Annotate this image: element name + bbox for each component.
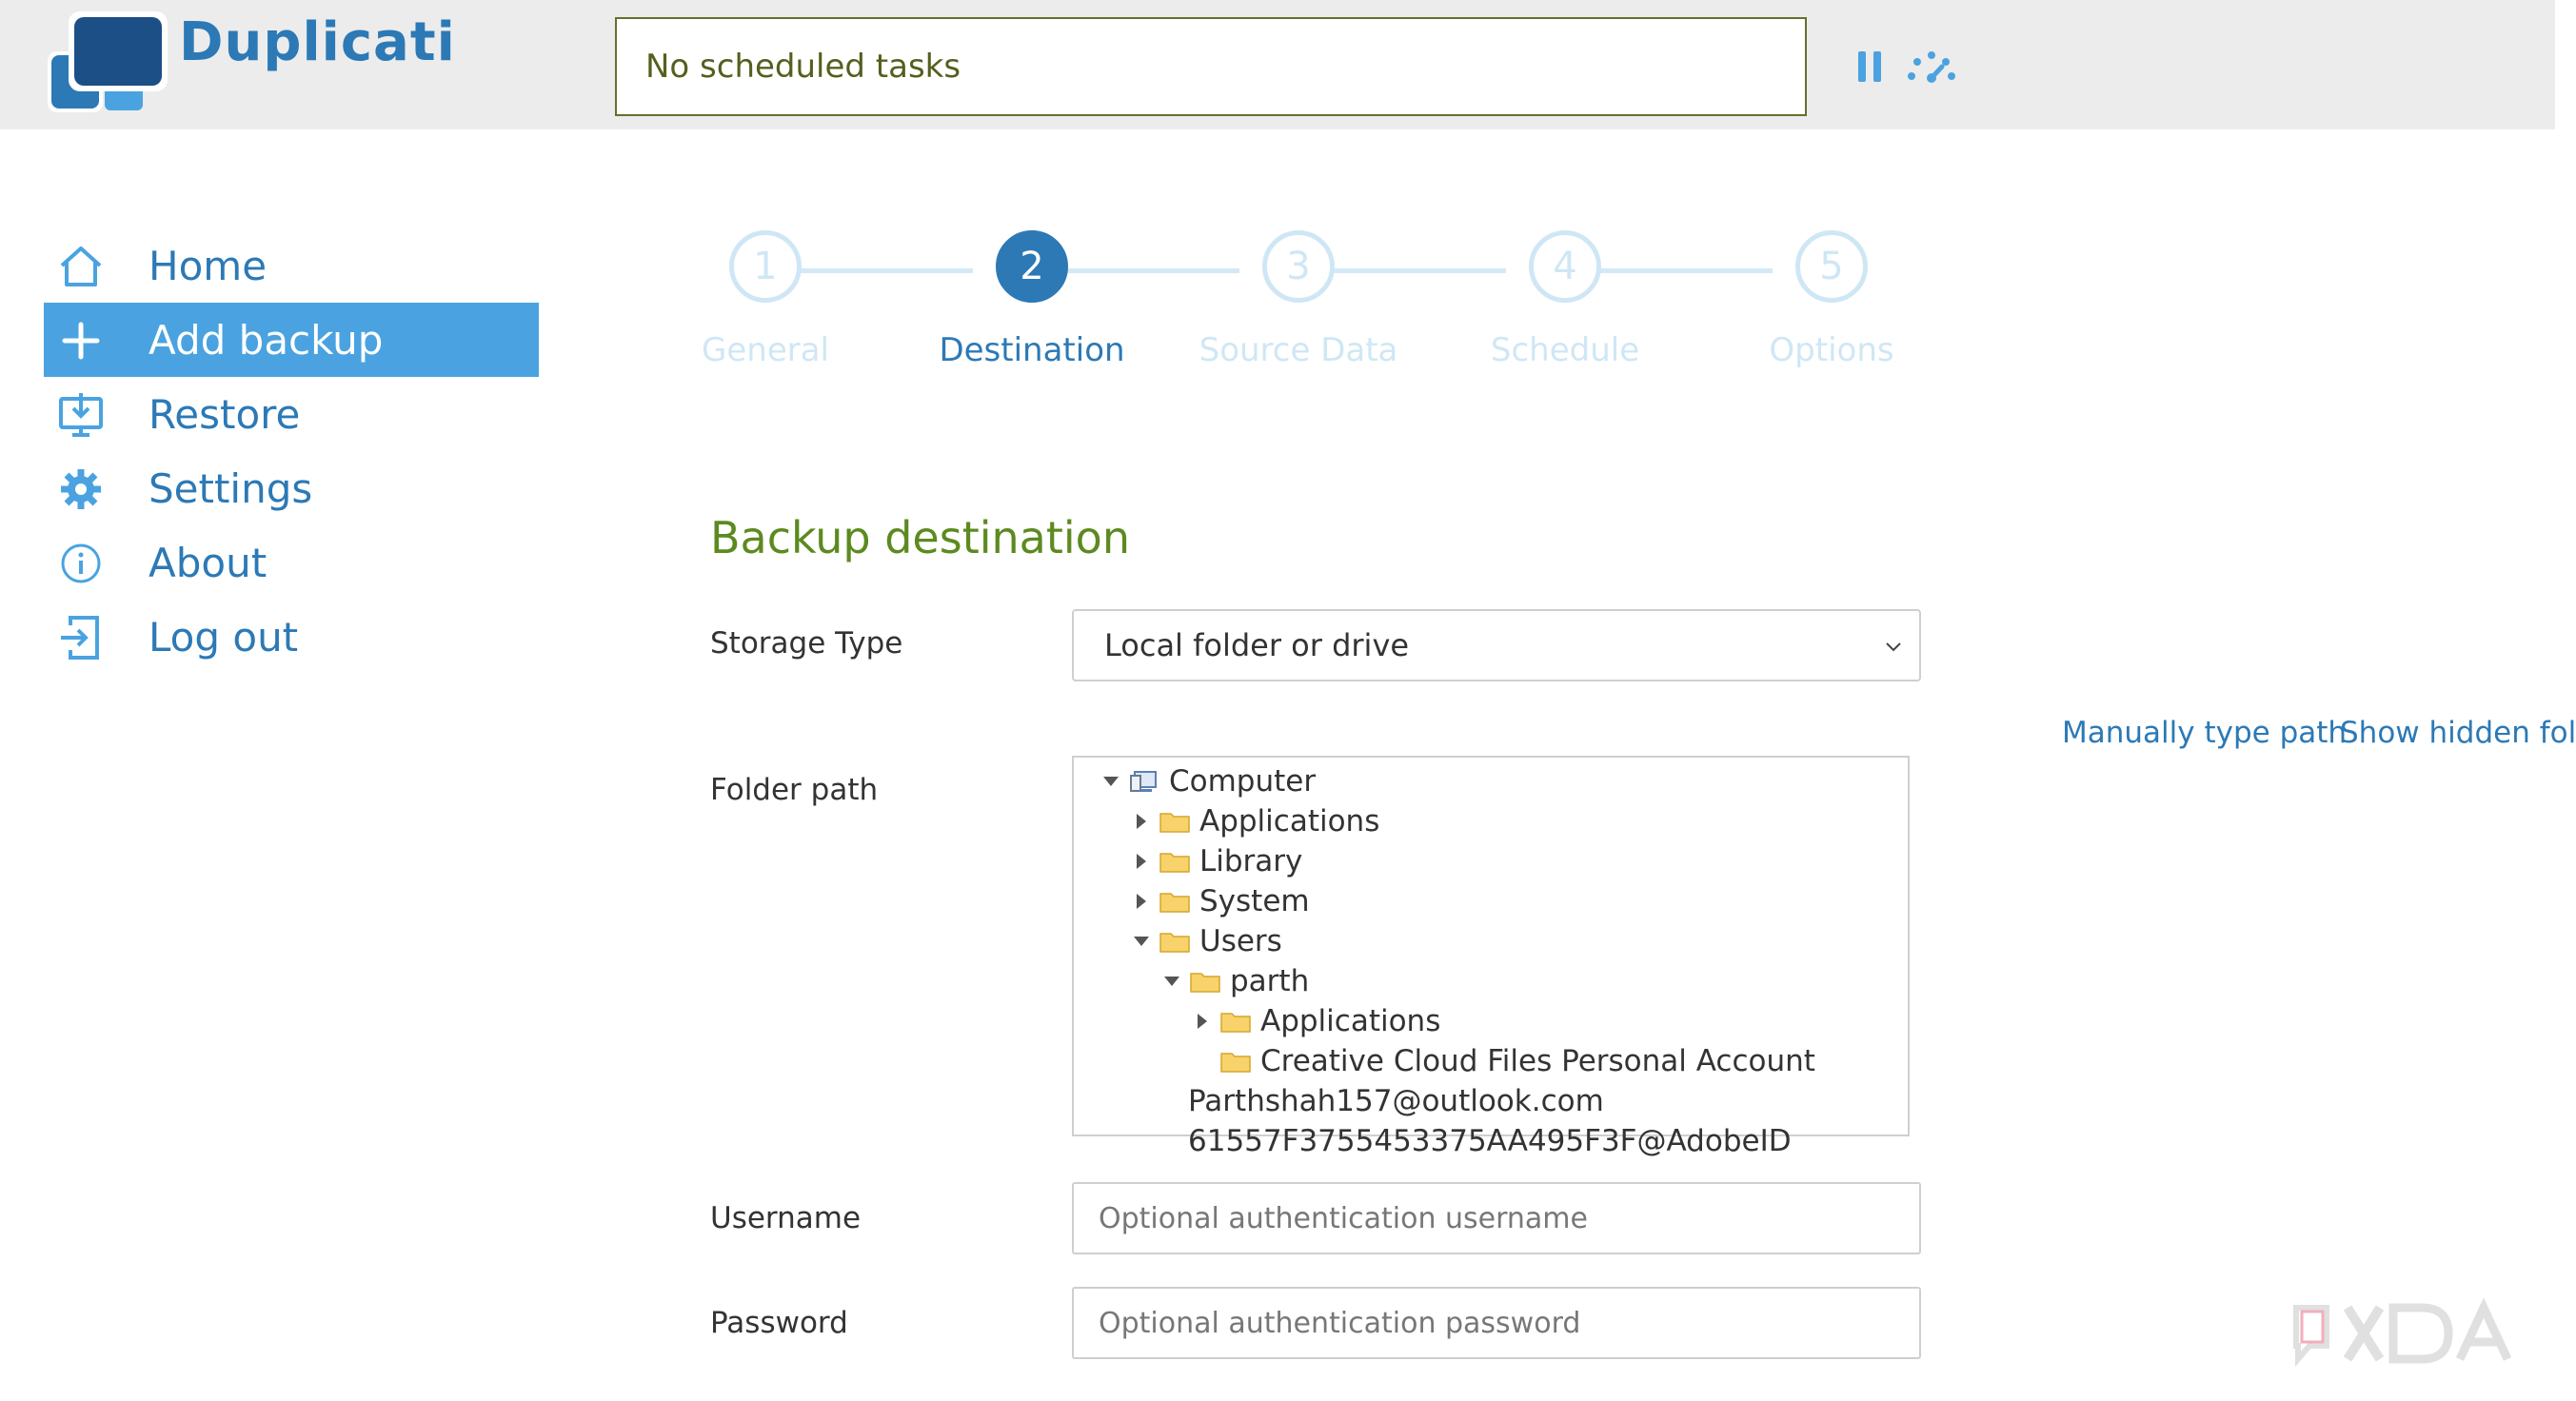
tree-node-label: Applications — [1199, 804, 1380, 839]
tree-node-user-applications[interactable] — [1190, 1001, 1440, 1041]
sidebar-item-label: Restore — [149, 390, 301, 438]
sidebar-item-restore[interactable] — [44, 377, 539, 451]
pause-icon[interactable] — [1856, 49, 1883, 84]
caret-right-icon[interactable] — [1129, 889, 1154, 914]
caret-right-icon[interactable] — [1190, 1009, 1215, 1034]
step-4-label[interactable]: Schedule — [1490, 331, 1640, 369]
sidebar-item-label: Log out — [149, 613, 299, 661]
tree-node-label: Creative Cloud Files Personal Account — [1260, 1044, 1815, 1078]
sidebar-item-label: Add backup — [149, 316, 384, 364]
tree-node-label: Computer — [1169, 764, 1317, 799]
tree-node-library[interactable] — [1129, 841, 1302, 881]
sidebar-item-log-out[interactable] — [44, 600, 539, 674]
gear-icon — [57, 467, 105, 511]
tree-node-users[interactable] — [1129, 921, 1282, 961]
caret-down-icon[interactable] — [1099, 769, 1123, 794]
folder-icon — [1159, 810, 1190, 833]
tree-node-system[interactable] — [1129, 881, 1310, 921]
tree-node-label: Library — [1199, 844, 1303, 878]
tree-node-label: Applications — [1260, 1004, 1441, 1038]
sidebar-item-home[interactable] — [44, 228, 539, 303]
sidebar-item-settings[interactable] — [44, 451, 539, 525]
storage-type-label: Storage Type — [710, 626, 903, 661]
show-hidden-folders-link[interactable]: Show hidden fol — [2340, 716, 2576, 750]
tree-node-computer[interactable] — [1099, 761, 1316, 801]
folder-icon — [1190, 970, 1220, 993]
status-text: No scheduled tasks — [645, 48, 961, 86]
plus-icon — [57, 319, 105, 363]
sidebar-item-add-backup[interactable] — [44, 303, 539, 377]
tree-node-label: 61557F3755453375AA495F3F@AdobeID — [1188, 1124, 1792, 1158]
step-3-circle[interactable]: 3 — [1262, 230, 1335, 303]
logout-icon — [57, 616, 105, 660]
step-5-circle[interactable]: 5 — [1795, 230, 1868, 303]
caret-right-icon[interactable] — [1129, 849, 1154, 874]
home-icon — [57, 245, 105, 288]
tree-node-continuation[interactable] — [1188, 1121, 1792, 1161]
tree-node-label: Parthshah157@outlook.com — [1188, 1084, 1604, 1118]
chevron-down-icon — [1883, 636, 1904, 657]
step-2-label[interactable]: Destination — [939, 331, 1125, 369]
folder-icon — [1159, 850, 1190, 873]
folder-icon — [1220, 1050, 1251, 1073]
step-5-label[interactable]: Options — [1769, 331, 1894, 369]
folder-icon — [1220, 1010, 1251, 1033]
xda-watermark-logo — [2289, 1298, 2532, 1374]
caret-right-icon[interactable] — [1129, 809, 1154, 834]
section-title: Backup destination — [710, 512, 1130, 563]
computer-icon — [1129, 770, 1159, 793]
password-input[interactable] — [1072, 1287, 1921, 1359]
username-label: Username — [710, 1201, 862, 1235]
wizard-steps — [666, 225, 1942, 377]
throttle-icon[interactable] — [1904, 48, 1959, 86]
username-input[interactable] — [1072, 1182, 1921, 1254]
step-1-circle[interactable]: 1 — [729, 230, 802, 303]
tree-node-label: parth — [1230, 964, 1310, 998]
caret-down-icon[interactable] — [1129, 929, 1154, 954]
tree-node-applications[interactable] — [1129, 801, 1379, 841]
tree-node-parth[interactable] — [1159, 961, 1309, 1001]
folder-path-label: Folder path — [710, 773, 879, 807]
folder-tree[interactable] — [1072, 756, 1910, 1158]
storage-type-select[interactable] — [1072, 609, 1921, 681]
folder-icon — [1159, 930, 1190, 953]
tree-node-label: System — [1199, 884, 1310, 918]
tree-node-label: Users — [1199, 924, 1282, 958]
step-1-label[interactable]: General — [702, 331, 829, 369]
tree-node-creative-cloud[interactable] — [1190, 1041, 1815, 1081]
step-4-circle[interactable]: 4 — [1529, 230, 1601, 303]
sidebar-nav — [44, 228, 539, 674]
status-box — [615, 17, 1807, 116]
duplicati-logo-icon[interactable] — [42, 8, 175, 120]
app-name[interactable]: Duplicati — [179, 11, 456, 73]
step-2-circle[interactable]: 2 — [996, 230, 1068, 303]
info-icon — [57, 542, 105, 585]
restore-icon — [57, 393, 105, 437]
password-label: Password — [710, 1306, 848, 1340]
step-3-label[interactable]: Source Data — [1199, 331, 1398, 369]
manually-type-path-link[interactable]: Manually type path — [2062, 716, 2348, 750]
storage-type-value: Local folder or drive — [1104, 627, 1410, 663]
sidebar-item-label: Settings — [149, 464, 313, 512]
tree-node-continuation[interactable] — [1188, 1081, 1604, 1121]
sidebar-item-label: Home — [149, 242, 268, 289]
caret-down-icon[interactable] — [1159, 969, 1184, 994]
folder-icon — [1159, 890, 1190, 913]
top-bar — [0, 0, 2555, 129]
sidebar-item-about[interactable] — [44, 525, 539, 600]
sidebar-item-label: About — [149, 539, 268, 586]
